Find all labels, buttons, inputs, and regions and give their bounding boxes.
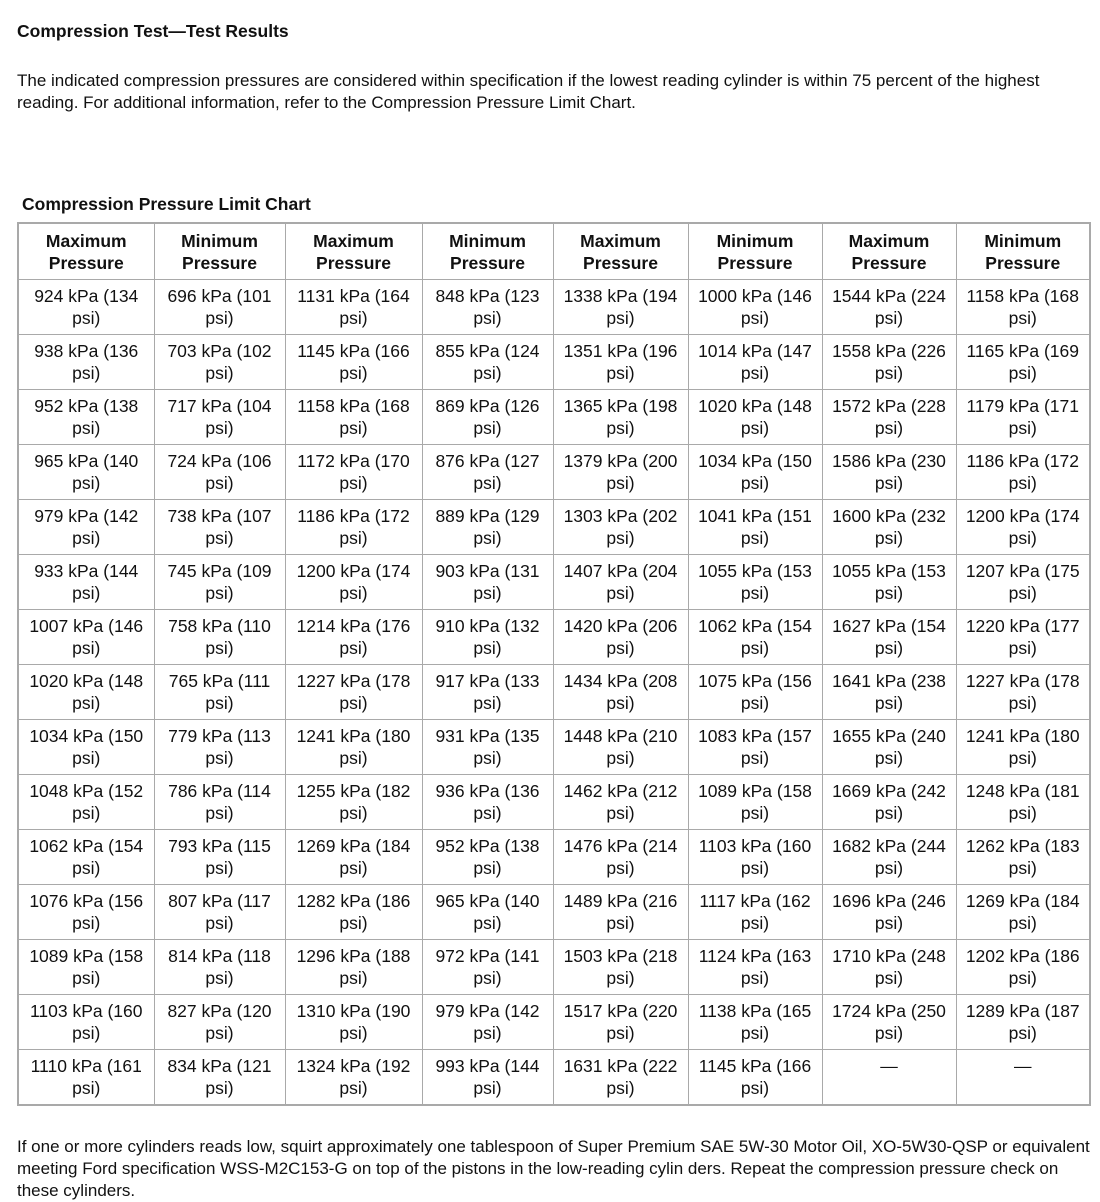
table-cell: 1034 kPa (150 psi) — [688, 445, 822, 500]
table-cell: 965 kPa (140 psi) — [18, 445, 154, 500]
table-cell: 1124 kPa (163 psi) — [688, 940, 822, 995]
column-header: Minimum Pressure — [688, 223, 822, 280]
table-cell: 1041 kPa (151 psi) — [688, 500, 822, 555]
table-cell: 1338 kPa (194 psi) — [553, 280, 688, 335]
table-cell: 1365 kPa (198 psi) — [553, 390, 688, 445]
table-cell: 1000 kPa (146 psi) — [688, 280, 822, 335]
table-cell: 738 kPa (107 psi) — [154, 500, 285, 555]
table-cell: 1517 kPa (220 psi) — [553, 995, 688, 1050]
table-cell: 1083 kPa (157 psi) — [688, 720, 822, 775]
table-cell: 1296 kPa (188 psi) — [285, 940, 422, 995]
table-row — [18, 830, 1090, 885]
table-cell: 876 kPa (127 psi) — [422, 445, 553, 500]
table-cell: 758 kPa (110 psi) — [154, 610, 285, 665]
table-cell: 1227 kPa (178 psi) — [956, 665, 1090, 720]
table-cell: 745 kPa (109 psi) — [154, 555, 285, 610]
table-cell: 1062 kPa (154 psi) — [688, 610, 822, 665]
table-cell: 1655 kPa (240 psi) — [822, 720, 956, 775]
table-cell: 1062 kPa (154 psi) — [18, 830, 154, 885]
table-cell: 848 kPa (123 psi) — [422, 280, 553, 335]
table-row — [18, 610, 1090, 665]
table-cell: 1186 kPa (172 psi) — [285, 500, 422, 555]
table-cell: 696 kPa (101 psi) — [154, 280, 285, 335]
table-row — [18, 445, 1090, 500]
table-cell: 931 kPa (135 psi) — [422, 720, 553, 775]
table-cell: 1103 kPa (160 psi) — [688, 830, 822, 885]
table-cell: 1214 kPa (176 psi) — [285, 610, 422, 665]
table-cell: 1269 kPa (184 psi) — [956, 885, 1090, 940]
table-cell: 1131 kPa (164 psi) — [285, 280, 422, 335]
table-cell: 1179 kPa (171 psi) — [956, 390, 1090, 445]
table-cell: — — [956, 1050, 1090, 1106]
table-cell: 965 kPa (140 psi) — [422, 885, 553, 940]
table-cell: 1075 kPa (156 psi) — [688, 665, 822, 720]
table-cell: 1110 kPa (161 psi) — [18, 1050, 154, 1106]
table-cell: 786 kPa (114 psi) — [154, 775, 285, 830]
table-cell: 903 kPa (131 psi) — [422, 555, 553, 610]
table-cell: 1434 kPa (208 psi) — [553, 665, 688, 720]
column-header: Minimum Pressure — [422, 223, 553, 280]
table-cell: 1669 kPa (242 psi) — [822, 775, 956, 830]
table-cell: 1055 kPa (153 psi) — [822, 555, 956, 610]
table-cell: 1641 kPa (238 psi) — [822, 665, 956, 720]
table-cell: 993 kPa (144 psi) — [422, 1050, 553, 1106]
table-cell: 1255 kPa (182 psi) — [285, 775, 422, 830]
table-cell: — — [822, 1050, 956, 1106]
table-cell: 1055 kPa (153 psi) — [688, 555, 822, 610]
table-cell: 1089 kPa (158 psi) — [688, 775, 822, 830]
table-cell: 855 kPa (124 psi) — [422, 335, 553, 390]
table-cell: 1489 kPa (216 psi) — [553, 885, 688, 940]
table-cell: 979 kPa (142 psi) — [18, 500, 154, 555]
table-cell: 807 kPa (117 psi) — [154, 885, 285, 940]
table-cell: 1145 kPa (166 psi) — [688, 1050, 822, 1106]
table-row — [18, 885, 1090, 940]
table-cell: 1020 kPa (148 psi) — [18, 665, 154, 720]
table-cell: 1014 kPa (147 psi) — [688, 335, 822, 390]
table-cell: 717 kPa (104 psi) — [154, 390, 285, 445]
table-cell: 779 kPa (113 psi) — [154, 720, 285, 775]
table-cell: 1696 kPa (246 psi) — [822, 885, 956, 940]
table-cell: 1241 kPa (180 psi) — [956, 720, 1090, 775]
table-cell: 834 kPa (121 psi) — [154, 1050, 285, 1106]
table-cell: 1089 kPa (158 psi) — [18, 940, 154, 995]
table-cell: 1200 kPa (174 psi) — [285, 555, 422, 610]
table-row — [18, 720, 1090, 775]
table-cell: 1172 kPa (170 psi) — [285, 445, 422, 500]
column-header: Maximum Pressure — [285, 223, 422, 280]
intro-paragraph: The indicated compression pressures are considered within specification if the lowest reading cylinder is within 75 percent of the highest reading. For additional information, refer to the Compression Pressure Limit Chart. — [17, 71, 1040, 112]
table-cell: 1220 kPa (177 psi) — [956, 610, 1090, 665]
column-header: Minimum Pressure — [154, 223, 285, 280]
table-cell: 765 kPa (111 psi) — [154, 665, 285, 720]
table-cell: 889 kPa (129 psi) — [422, 500, 553, 555]
table-cell: 952 kPa (138 psi) — [422, 830, 553, 885]
table-cell: 1048 kPa (152 psi) — [18, 775, 154, 830]
table-cell: 1544 kPa (224 psi) — [822, 280, 956, 335]
table-cell: 1572 kPa (228 psi) — [822, 390, 956, 445]
table-cell: 793 kPa (115 psi) — [154, 830, 285, 885]
table-row — [18, 390, 1090, 445]
column-header: Minimum Pressure — [956, 223, 1090, 280]
table-row — [18, 665, 1090, 720]
table-cell: 1724 kPa (250 psi) — [822, 995, 956, 1050]
compression-pressure-limit-table — [17, 222, 1091, 1106]
table-cell: 1627 kPa (154 psi) — [822, 610, 956, 665]
page-title: Compression Test—Test Results — [17, 21, 289, 41]
table-cell: 1351 kPa (196 psi) — [553, 335, 688, 390]
table-cell: 910 kPa (132 psi) — [422, 610, 553, 665]
table-cell: 1158 kPa (168 psi) — [285, 390, 422, 445]
table-cell: 1117 kPa (162 psi) — [688, 885, 822, 940]
table-cell: 1586 kPa (230 psi) — [822, 445, 956, 500]
chart-caption: Compression Pressure Limit Chart — [22, 194, 311, 214]
table-cell: 1186 kPa (172 psi) — [956, 445, 1090, 500]
table-cell: 1558 kPa (226 psi) — [822, 335, 956, 390]
table-cell: 1145 kPa (166 psi) — [285, 335, 422, 390]
table-cell: 1207 kPa (175 psi) — [956, 555, 1090, 610]
table-cell: 1420 kPa (206 psi) — [553, 610, 688, 665]
table-cell: 917 kPa (133 psi) — [422, 665, 553, 720]
table-row — [18, 555, 1090, 610]
table-cell: 1034 kPa (150 psi) — [18, 720, 154, 775]
table-cell: 933 kPa (144 psi) — [18, 555, 154, 610]
table-cell: 1076 kPa (156 psi) — [18, 885, 154, 940]
table-header-row — [18, 223, 1090, 280]
table-cell: 1407 kPa (204 psi) — [553, 555, 688, 610]
table-cell: 972 kPa (141 psi) — [422, 940, 553, 995]
table-cell: 924 kPa (134 psi) — [18, 280, 154, 335]
table-cell: 703 kPa (102 psi) — [154, 335, 285, 390]
table-cell: 1248 kPa (181 psi) — [956, 775, 1090, 830]
column-header: Maximum Pressure — [553, 223, 688, 280]
table-cell: 1103 kPa (160 psi) — [18, 995, 154, 1050]
table-cell: 936 kPa (136 psi) — [422, 775, 553, 830]
table-cell: 1710 kPa (248 psi) — [822, 940, 956, 995]
table-cell: 814 kPa (118 psi) — [154, 940, 285, 995]
table-cell: 1282 kPa (186 psi) — [285, 885, 422, 940]
table-cell: 1379 kPa (200 psi) — [553, 445, 688, 500]
table-cell: 1269 kPa (184 psi) — [285, 830, 422, 885]
table-cell: 1262 kPa (183 psi) — [956, 830, 1090, 885]
table-cell: 1324 kPa (192 psi) — [285, 1050, 422, 1106]
table-cell: 1007 kPa (146 psi) — [18, 610, 154, 665]
table-cell: 952 kPa (138 psi) — [18, 390, 154, 445]
table-cell: 1289 kPa (187 psi) — [956, 995, 1090, 1050]
table-cell: 1600 kPa (232 psi) — [822, 500, 956, 555]
footer-note: If one or more cylinders reads low, squirt approximately one tablespoon of Super Premium SAE 5W-30 Motor Oil, XO-5W30-QSP or equivalent meeting Ford specification WSS-M2C153-G on top of the pistons in the low-reading cylin ders. Repeat the compression pressure check on these cylinders. — [17, 1137, 1090, 1200]
table-cell: 1310 kPa (190 psi) — [285, 995, 422, 1050]
table-cell: 869 kPa (126 psi) — [422, 390, 553, 445]
table-cell: 938 kPa (136 psi) — [18, 335, 154, 390]
table-cell: 1020 kPa (148 psi) — [688, 390, 822, 445]
column-header: Maximum Pressure — [18, 223, 154, 280]
table-row — [18, 280, 1090, 335]
table-row — [18, 995, 1090, 1050]
table-row — [18, 1050, 1090, 1106]
table-cell: 1503 kPa (218 psi) — [553, 940, 688, 995]
table-cell: 827 kPa (120 psi) — [154, 995, 285, 1050]
table-cell: 1241 kPa (180 psi) — [285, 720, 422, 775]
table-cell: 1303 kPa (202 psi) — [553, 500, 688, 555]
column-header: Maximum Pressure — [822, 223, 956, 280]
table-body — [18, 280, 1090, 1106]
table-cell: 724 kPa (106 psi) — [154, 445, 285, 500]
table-cell: 1448 kPa (210 psi) — [553, 720, 688, 775]
table-cell: 1202 kPa (186 psi) — [956, 940, 1090, 995]
table-row — [18, 500, 1090, 555]
table-row — [18, 335, 1090, 390]
table-cell: 1631 kPa (222 psi) — [553, 1050, 688, 1106]
table-cell: 1462 kPa (212 psi) — [553, 775, 688, 830]
table-cell: 1165 kPa (169 psi) — [956, 335, 1090, 390]
table-row — [18, 940, 1090, 995]
table-cell: 1200 kPa (174 psi) — [956, 500, 1090, 555]
table-cell: 1138 kPa (165 psi) — [688, 995, 822, 1050]
table-row — [18, 775, 1090, 830]
table-cell: 979 kPa (142 psi) — [422, 995, 553, 1050]
table-cell: 1227 kPa (178 psi) — [285, 665, 422, 720]
table-cell: 1158 kPa (168 psi) — [956, 280, 1090, 335]
table-cell: 1682 kPa (244 psi) — [822, 830, 956, 885]
table-cell: 1476 kPa (214 psi) — [553, 830, 688, 885]
